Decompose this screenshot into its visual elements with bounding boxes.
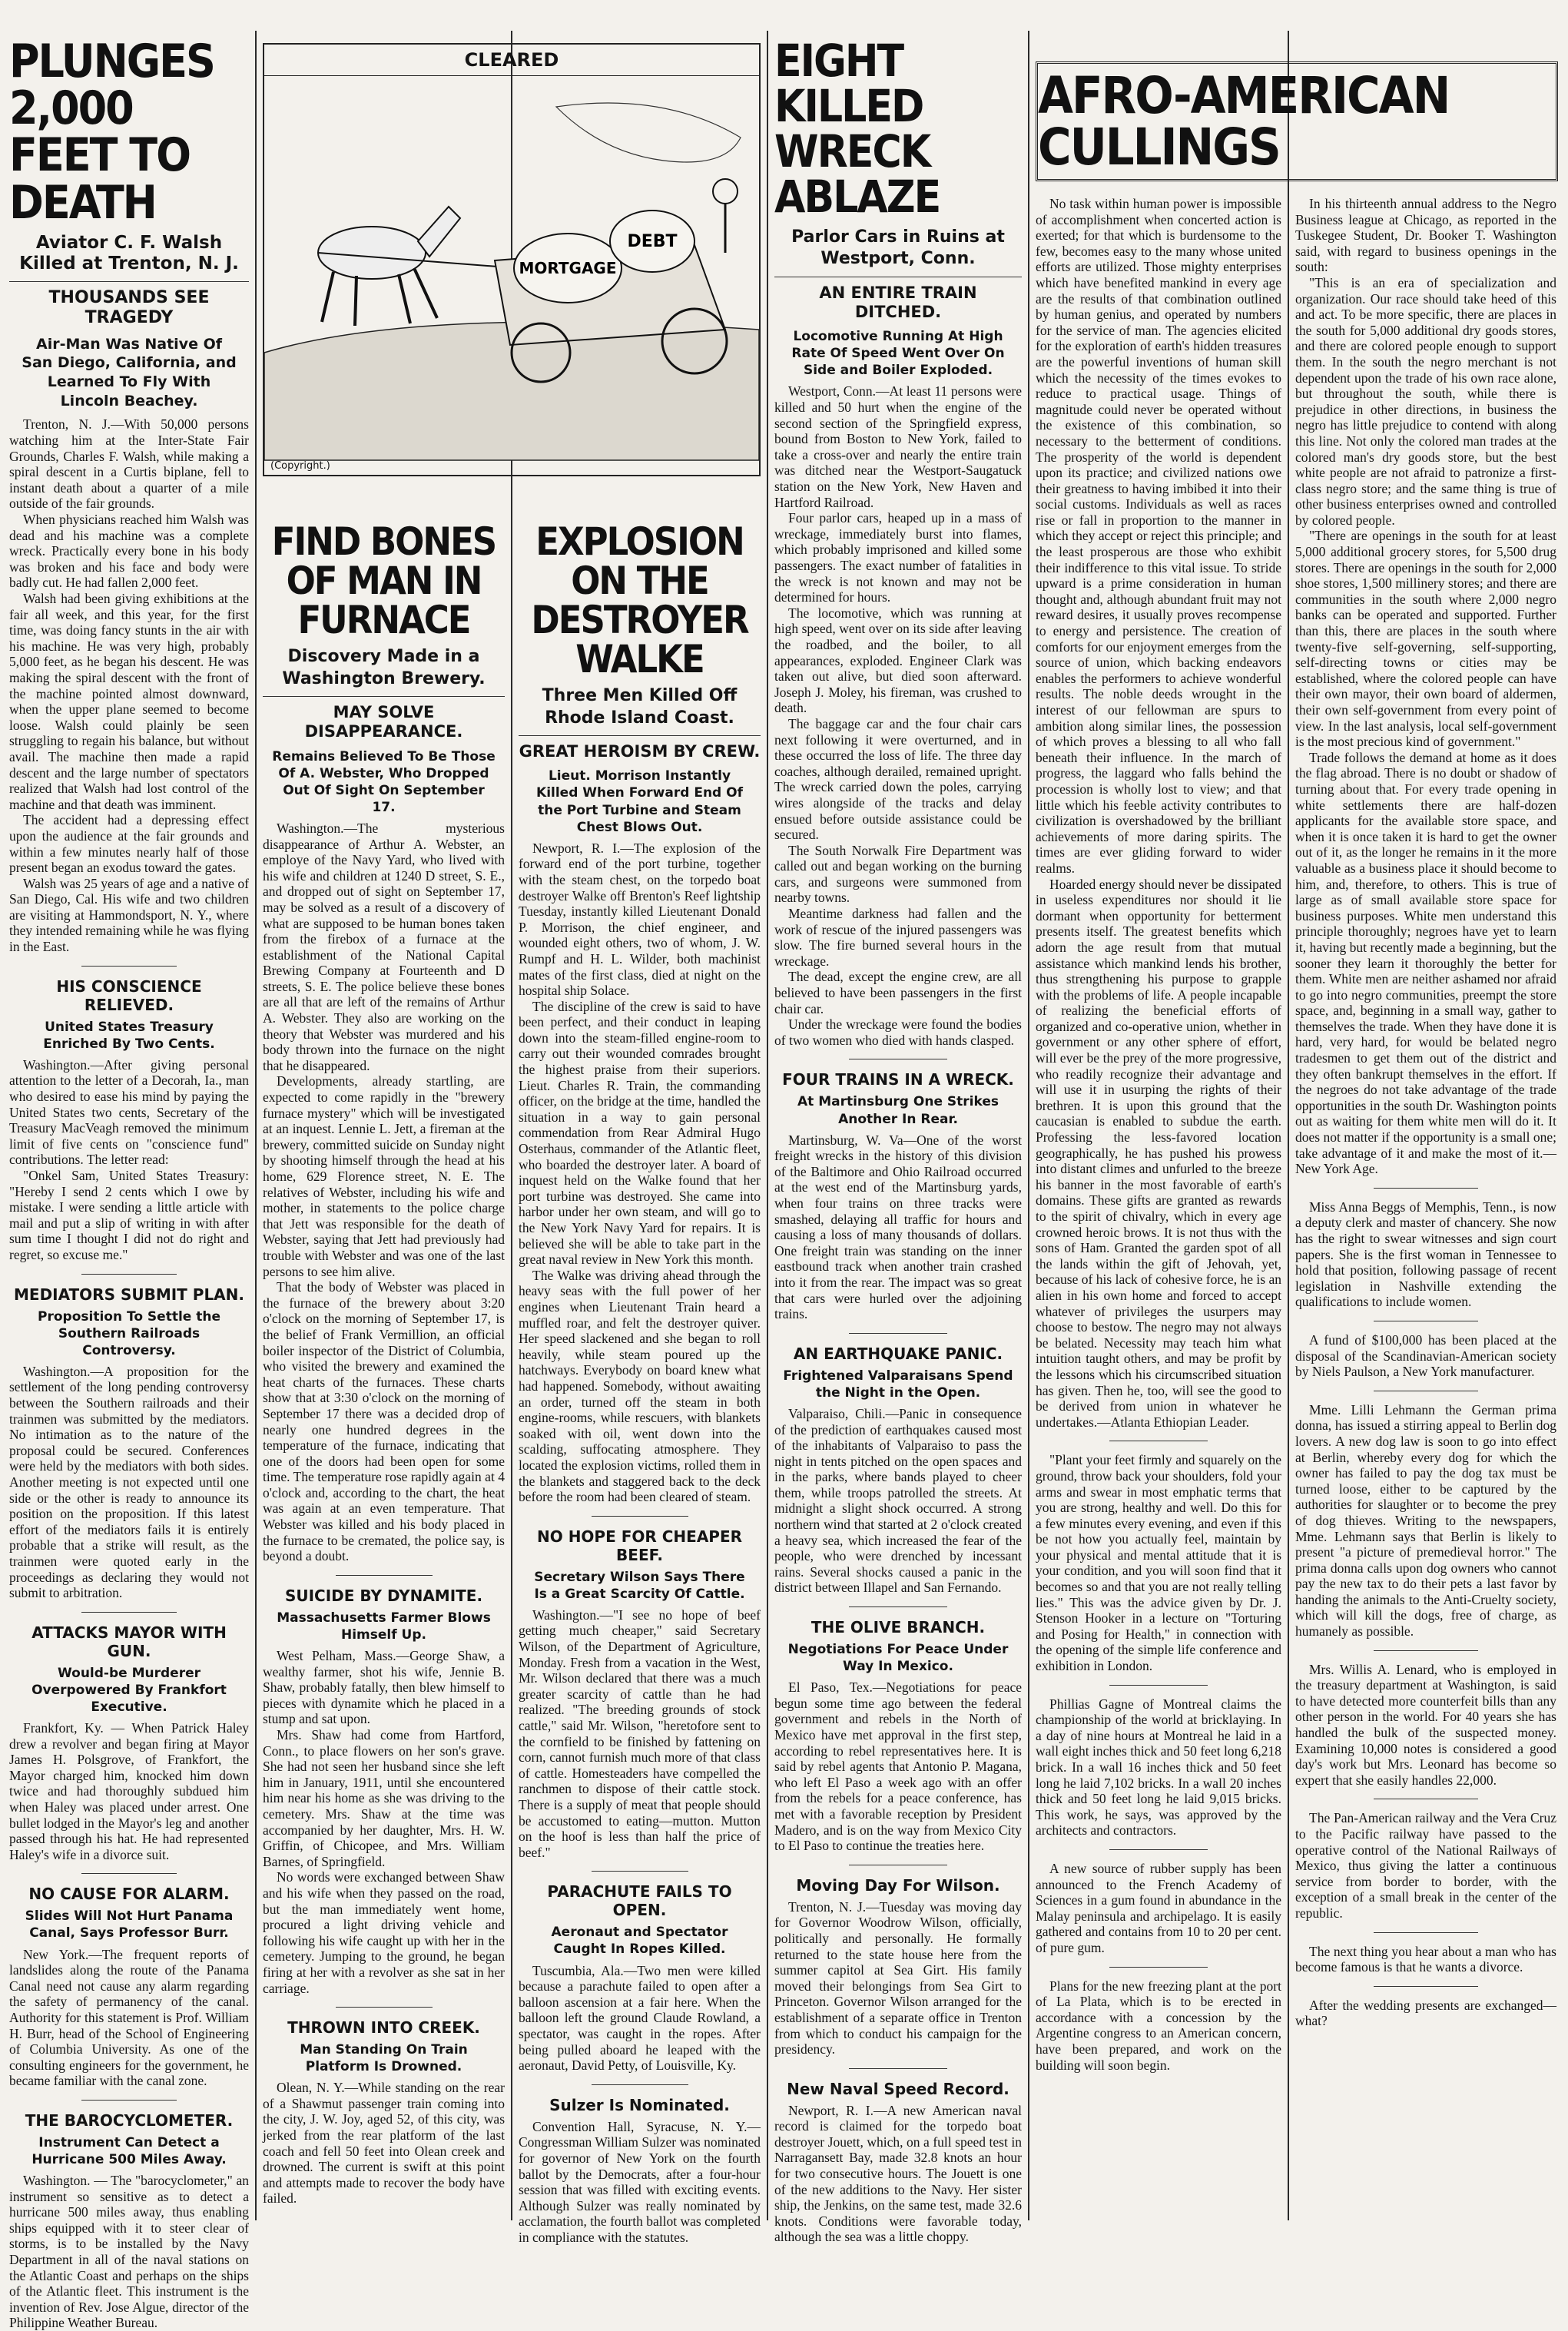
- story-paragraph: After the wedding presents are exchanged—what?: [1295, 1997, 1556, 2029]
- story-headline: THROWN INTO CREEK.: [287, 2018, 480, 2038]
- divider: [81, 1873, 177, 1874]
- column-4: [774, 35, 1022, 2245]
- story-headline: ATTACKS MAYOR WITH GUN.: [31, 1623, 227, 1660]
- story-paragraph: The baggage car and the four chair cars next following it were overturned, and in these occurred the loss of life. The three day coaches, although derailed, remained upright. The wreck carried down the poles, carrying wires alongside of the tracks and delay ensued before outside assistance could be secured.: [774, 715, 1022, 843]
- story-headline: MEDIATORS SUBMIT PLAN.: [14, 1285, 244, 1304]
- story-headline: New Naval Speed Record.: [787, 2079, 1009, 2098]
- story-paragraph: Plans for the new freezing plant at the port of La Plata, which is to be erected in accordance with a concession by the Argentine congress to an American concern, have been prepared, and work on the building will soon begin.: [1036, 1978, 1281, 2073]
- divider: [849, 1606, 948, 1607]
- story-deck: United States Treasury Enriched By Two Cents.: [43, 1019, 215, 1052]
- story-deck: Lieut. Morrison Instantly Killed When Forward End Of the Port Turbine and Steam Chest Blows Out.: [536, 768, 743, 835]
- horse-leg: [355, 276, 356, 326]
- divider: [336, 1575, 433, 1576]
- story-paragraph: Walsh was 25 years of age and a native of San Diego, Cal. His wife and two children are visiting at Hammondsport, N. Y., where they intended remaining while he was flying in the East.: [9, 875, 250, 955]
- headline-cullings: AFRO-AMERICAN CULLINGS: [1038, 65, 1450, 177]
- story-headline: Moving Day For Wilson.: [796, 1875, 1000, 1895]
- headline-explosion: EXPLOSION ON THE DESTROYER WALKE: [531, 519, 748, 681]
- story-paragraph: The South Norwalk Fire Department was called out and began working on the burning cars, and surgeons were summoned from nearby towns.: [774, 842, 1022, 906]
- story-paragraph: Trade follows the demand at home as it does the flag abroad. There is no doubt or shadow of turning about that. For every trade opening in white settlements there are half-dozen applicants for the available store space, and when it is once taken it is hard to get the owner out of it, as the longer he remains in it the more valuable as a business place it should become to him, and, therefore, to others. This is true of large as of small available store space for business purposes. White men understand this principle thoroughly; negroes have yet to learn it, having but recently made a beginning, but the sooner they learn it thoroughly the better for them. White men are neither ashamed nor afraid to go into negro communities, preempt the store space, and, beginning in a small way, gather to themselves the trade. When they have done it is hard, very hard, for would be belated negro tradesmen to get them out of the district and they often bankrupt themselves in the effort. If the negroes do not take advantage of the trade opportunities in the south Dr. Washington points out as waiting for them white men will do it. It does not matter if the opportunity is a small one; take advantage of it and make the most of it.—New York Age.: [1295, 749, 1556, 1177]
- column-1: [9, 35, 250, 2331]
- story-paragraph: The accident had a depressing effect upon the audience at the fair grounds and within a few minutes nearly half of those present began an exodus toward the gates.: [9, 812, 249, 876]
- subhead: Aviator C. F. Walsh Killed at Trenton, N. J.: [19, 232, 239, 274]
- story-deck: Slides Will Not Hurt Panama Canal, Says Professor Burr.: [25, 1908, 234, 1941]
- divider: [849, 1333, 948, 1334]
- story-deck: Would-be Murderer Overpowered By Frankfort Executive.: [31, 1665, 227, 1715]
- divider: [81, 966, 177, 967]
- deck: Air-Man Was Native Of San Diego, California, and Learned To Fly With Lincoln Beachey.: [22, 335, 237, 410]
- cloud: [556, 103, 741, 162]
- farmer-head: [713, 179, 738, 204]
- divider: [336, 2007, 433, 2008]
- story-paragraph: Newport, R. I.—The explosion of the forward end of the port turbine, together with the steam chest, on the torpedo boat destroyer Walke off Brenton's Reef lightship Tuesday, instantly killed Lieutenant Donald P. Morrison, the chief engineer, and wounded eight others, two of whom, J. W. Rumpf and H. L. Wilder, both machinist mates of the first class, died at night on the hospital ship Solace.: [519, 840, 761, 999]
- story-deck: Negotiations For Peace Under Way In Mexico.: [787, 1642, 1009, 1675]
- horse-leg: [399, 274, 410, 323]
- deck: Three Men Killed Off Rhode Island Coast.: [542, 686, 738, 728]
- divider: [1109, 1967, 1208, 1968]
- divider: [1374, 1986, 1478, 1987]
- story-paragraph: Washington. — The "barocyclometer," an instrument so sensitive as to detect a hurricane 500 miles away, thus enabling ships equipped with it to steer clear of storms, is to be installed by the Navy Department in all of the naval stations on the Atlantic Coast and perhaps on the ships of the Atlantic fleet. This instrument is the invention of Rev. Jose Algue, director of the Philippine Weather Bureau.: [9, 2173, 249, 2331]
- story-paragraph: Convention Hall, Syracuse, N. Y.—Congressman William Sulzer was nominated for governor of New York on the fourth ballot by the Democrats, after a four-hour session that was filled with exciting events. Although Sulzer was really nominated by acclamation, the fourth ballot was completed in compliance with the statutes.: [519, 2118, 761, 2245]
- horse-leg: [322, 272, 333, 322]
- column-2: [263, 519, 505, 2213]
- column-rule: [1288, 31, 1289, 2220]
- story-deck: At Martinsburg One Strikes Another In Rear.: [797, 1094, 999, 1127]
- deck: Parlor Cars in Ruins at Westport, Conn.: [791, 227, 1005, 269]
- story-paragraph: Mrs. Shaw had come from Hartford, Conn., to place flowers on her son's grave. She had not seen her husband since she left him in January, 1911, until she encountered him near his home as she was driving to the cemetery. Mrs. Shaw at the time was accompanied by her daughter, Mrs. H. W. Griffin, of Chicopee, and Mrs. William Barnes, of Springfield.: [263, 1727, 505, 1869]
- subhead: THOUSANDS SEE TRAGEDY: [9, 281, 249, 329]
- story-paragraph: "There are openings in the south for at least 5,000 additional grocery stores, for 5,500 drug stores. There are openings in the south for 2,000 shoe stores, 1,500 millinery stores; and there are communities in the south where 2,000 negro banks can be operated and supported. Further than this, there are places in the south where twenty-five self-governing, self-supporting, self-directing towns or cities may be established, where the colored people can have their own mayor, their own board of aldermen, their own self-government from every point of view. In the last analysis, local self-government is the most precious kind of government.": [1295, 528, 1556, 750]
- headline-plunges: PLUNGES 2,000 FEET TO DEATH: [9, 35, 214, 230]
- story-paragraph: Trenton, N. J.—Tuesday was moving day for Governor Woodrow Wilson, officially, politically and personally. He formally returned to the state house here from the summer capitol at Sea Girt. His family moved their belongings from Sea Girt to Princeton. Governor Wilson arranged for the establishment of a separate office in Trenton from which to conduct his campaign for the presidency.: [774, 1898, 1022, 2057]
- divider: [81, 1612, 177, 1613]
- story-paragraph: Martinsburg, W. Va—One of the worst freight wrecks in the history of this division of the Baltimore and Ohio Railroad occurred at the west end of the Martinsburg yards, when four trains on three tracks were smashed, delaying all traffic for hours and causing a loss of many thousands of dollars. One freight train was standing on the inner eastbound track when another train crashed into it from the rear. The impact was so great that cars were hurled over the adjoining trains.: [774, 1132, 1022, 1322]
- story-deck: Massachusetts Farmer Blows Himself Up.: [277, 1610, 491, 1643]
- story-deck: Aeronaut and Spectator Caught In Ropes Killed.: [551, 1925, 728, 1958]
- story-paragraph: Miss Anna Beggs of Memphis, Tenn., is now a deputy clerk and master of chancery. She now has the right to swear witnesses and sign court papers. She is the first woman in Tennessee to hold that position, following passage of recent legislation in Nashville extending the qualifications to include women.: [1295, 1199, 1556, 1310]
- column-rule: [1028, 31, 1029, 2220]
- story-paragraph: The next thing you hear about a man who has become famous is that he wants a divorce.: [1295, 1943, 1556, 1975]
- story-paragraph: Mme. Lilli Lehmann the German prima donna, has issued a stirring appeal to Berlin dog lovers. A new dog law is soon to go into effect at Berlin, whereby every dog for which the owner has failed to pay the dog tax must be turned loose, either to be captured by the authorities for slaughter or to become the prey of dog thieves. Writing to the newspapers, Mme. Lehmann says that Berlin is likely to present "a picture of premedieval horror." The prima donna calls upon dog owners who cannot pay the new tax to do their pets a last favor by handing the animals to the Anti-Cruelty society, which will kill the dogs, free of charge, as humanely as possible.: [1295, 1401, 1556, 1640]
- story-headline: Sulzer Is Nominated.: [549, 2095, 730, 2114]
- cartoon-illustration: [264, 76, 759, 460]
- divider: [1109, 1849, 1208, 1850]
- story-headline: THE BAROCYCLOMETER.: [25, 2110, 234, 2130]
- story-paragraph: Under the wreckage were found the bodies of two women who died with hands clasped.: [774, 1016, 1022, 1048]
- horse-neck: [418, 207, 460, 257]
- story-headline: NO HOPE FOR CHEAPER BEEF.: [536, 1527, 743, 1564]
- story-paragraph: The Pan-American railway and the Vera Cruz to the Pacific railway have passed to the operative control of the National Railways of Mexico, thus giving the latter a continuous service from border to border, with the exception of a small break in the center of the republic.: [1295, 1810, 1556, 1921]
- story-paragraph: Meantime darkness had fallen and the work of rescue of the injured passengers was slow. The fire burned several hours in the wreckage.: [774, 906, 1022, 969]
- story-paragraph: In his thirteenth annual address to the Negro Business league at Chicago, as reported in the Tuskegee Student, Dr. Booker T. Washington said, with regard to business openings in the south:: [1295, 196, 1556, 275]
- divider: [81, 1274, 177, 1275]
- headline-eight-killed: EIGHT KILLED WRECK ABLAZE: [774, 35, 940, 224]
- story-headline: PARACHUTE FAILS TO OPEN.: [547, 1882, 732, 1920]
- column-6: [1295, 196, 1556, 2213]
- horse-body: [318, 227, 426, 279]
- mortgage-bag-label: MORTGAGE: [519, 259, 617, 277]
- story-headline: SUICIDE BY DYNAMITE.: [284, 1586, 483, 1605]
- debt-bag-label: DEBT: [627, 232, 678, 251]
- cartoon-box: [263, 38, 761, 515]
- story-paragraph: "This is an era of specialization and organization. Our race should take heed of this and act. To be more specific, there are places in the south for 5,000 additional dry goods stores, and there are colored people enough to support them. In the south the negro merchant is not dependent upon the trade of his own race alone, but throughout the south, while there is prejudice in other directions, in business the negro has little prejudice to contend with along this line. Not only the colored man trades at the colored man's dry goods store, but the best white people are not afraid to patronize a first-class negro store; and the same thing is true of other business enterprises owned and controlled by colored people.: [1295, 274, 1556, 528]
- divider: [81, 2100, 177, 2101]
- column-rule: [767, 31, 768, 2220]
- story-deck: Proposition To Settle the Southern Railroads Controversy.: [38, 1308, 220, 1358]
- cullings-header: [1036, 38, 1558, 207]
- story-paragraph: West Pelham, Mass.—George Shaw, a wealthy farmer, shot his wife, Jennie B. Shaw, probably fatally, then blew himself to pieces with dynamite which he placed in a stump and sat upon.: [263, 1648, 505, 1727]
- column-5: [1036, 196, 1281, 2213]
- story-paragraph: The Walke was driving ahead through the heavy seas with the full power of her engines when Lieutenant Train heard a muffled roar, and felt the destroyer quiver. Her speed slackened and she began to roll heavily, while steam poured up the hatchways. Everybody on board knew what had happened. Somebody, without awaiting an order, turned off the steam in both engine-rooms, while rescuers, with blankets soaked with oil, went down into the scalding, suffocating atmosphere. They located the explosion victims, rolled them in the blankets and staggered back to the deck before the room had been cleared of steam.: [519, 1267, 761, 1505]
- story-paragraph: A new source of rubber supply has been announced to the French Academy of Sciences in a gum found in abundance in the Malay peninsula and archipelago. It is easily gathered and contains from 10 to 20 per cent. of pure gum.: [1036, 1860, 1281, 1955]
- cartoon-title: CLEARED: [264, 45, 759, 76]
- divider: [592, 2084, 688, 2085]
- story-headline: NO CAUSE FOR ALARM.: [28, 1885, 230, 1904]
- story-deck: Secretary Wilson Says There Is a Great Scarcity Of Cattle.: [534, 1569, 745, 1602]
- story-paragraph: No task within human power is impossible of accomplishment when concerted action is exerted; for that which is burdensome to the few, becomes easy to the many whose united efforts are utilized. Those mighty enterprises which have benefited mankind in every age are the results of that combination outlined by human genius, and operated by numbers for the service of man. The agencies elicited for the exploration of earth's hidden treasures are the powerful inventions of human skill which the necessity of the times evokes to reduce to practical usage. Things of magnitude could never be operated without the existence of this combination, so necessary to the betterment of conditions. The prosperity of the world is dependent upon its practice; and civilized nations owe their greatness to having imbibed it into their social customs. Individuals as well as races rise or fall in proportion to the manner in which they accept or reject this principle; and the least prosperous are those who exhibit their indifference to this vital issue. To stride upward is a prime consideration in human thought and, although abundant fruit may not reward desires, it usually proves recompense to energy and persistence. The creation of comforts for our enjoyment emerges from the source of union, which backing endeavors enables the performers to achieve wonderful results. The noble deeds wrought in the interest of our fellowman are spurs to ambition along similar lines, the possession of which proves a blessing to all who fall beneath their influence. In the march of progress, the laggard who falls behind the procession is wholly lost to view; and that little which his feeble activity contributes to civilization is overshadowed by the brilliant achievements of more daring spirits. The times are ever gliding forward to wider realms.: [1036, 196, 1281, 876]
- story-paragraph: Olean, N. Y.—While standing on the rear of a Shawmut passenger train coming into the city, J. W. Joy, aged 52, of this city, was jerked from the rear platform of the last coach and fell 50 feet into Olean creek and drowned. The current is swift at this point and attempts made to recover the body have failed.: [263, 2080, 505, 2207]
- story-deck: Instrument Can Detect a Hurricane 500 Miles Away.: [31, 2134, 227, 2167]
- story-paragraph: The dead, except the engine crew, are all believed to have been passengers in the first chair car.: [774, 969, 1022, 1016]
- story-paragraph: Developments, already startling, are expected to come rapidly in the "brewery furnace mystery" which will be investigated at an inquest. Lennie L. Jett, a fireman at the brewery, committed suicide on Sunday night by shooting himself through the head at his home, 629 Florence street, N. E. The relatives of Webster, including his wife and mother, in statements to the police charge that Jett was responsible for the death of Webster, saying that Jett had previously had trouble with Webster and was one of the last persons to see him alive.: [263, 1073, 505, 1279]
- story-paragraph: El Paso, Tex.—Negotiations for peace begun some time ago between the federal government and rebels in the North of Mexico have met approval in the first step, according to rebel representatives here. It is said by rebel agents that Antonio P. Magana, who left El Paso a week ago with an offer from the rebels for a peace conference, has met with a favorable reception by President Madero, and is on the way from Mexico City to El Paso to continue the treaties here.: [774, 1679, 1022, 1854]
- subhead: GREAT HEROISM BY CREW.: [519, 735, 761, 761]
- story-paragraph: When physicians reached him Walsh was dead and his machine was a complete wreck. Practically every bone in his body was broken and his face and body were badly cut. He had fallen 2,000 feet.: [9, 512, 249, 591]
- story-headline: AN EARTHQUAKE PANIC.: [793, 1344, 1003, 1363]
- column-3: [519, 519, 761, 2245]
- divider: [1374, 1188, 1478, 1189]
- story-paragraph: A fund of $100,000 has been placed at the disposal of the Scandinavian-American society by Niels Paulson, a New York manufacturer.: [1295, 1331, 1556, 1380]
- copyright: (Copyright.): [270, 460, 330, 472]
- story-paragraph: Hoarded energy should never be dissipated in useless expenditures nor should it lie dormant when opportunity for betterment presents itself. The greatest benefits which adorn the age result from that mutual assistance which mankind lends his brother, thus strengthening his purpose to grapple with the problems of life. A people incapable of realizing the beneficial efforts of organized and co-operative union, whether in government or any other sphere of effort, will ever be the prey of the more progressive, who readily recognize their advantage and will use it in usurping the rights of their brethren. It is upon this ground that the caucasian is enabled to subdue the earth. Professing the less-favored location geographically, he has pushed his prowess into distant climes and unfurled to the breeze his banner in the most favorable of earth's domains. These gifts are granted as rewards to the spirit of chivalry, which in every age crowned heroic brows. It is not thus with the sons of Ham. Granted the garden spot of all the lands within the gift of Jehovah, yet, because of his lack of cohesive force, he is an alien in his own home and forced to accept whatever of privileges the usurpers may choose to bestow. The negro may not always be belated. Necessity may teach him what intuition taught others, and may be profit by the lessons which his circumscribed situation has given. Then he, too, will see the good to be derived from union in whatever he undertakes.—Atlanta Ethiopian Leader.: [1036, 876, 1281, 1430]
- column-rule: [255, 31, 257, 2220]
- story-paragraph: "Onkel Sam, United States Treasury: "Hereby I send 2 cents which I owe by mistake. I were sending a little article with mail and put a slip of writing in with after sum time I thought I did not do right and regret, so excuse me.": [9, 1168, 249, 1262]
- story-paragraph: Trenton, N. J.—With 50,000 persons watching him at the Inter-State Fair Grounds, Charles F. Walsh, while making a spiral descent in a Curtis biplane, fell to instant death about a quarter of a mile outside of the fair grounds.: [9, 416, 249, 512]
- story-paragraph: Washington.—After giving personal attention to the letter of a Decorah, Ia., man who desired to ease his mind by paying the United States two cents, Secretary of the Treasury MacVeagh removed the minimum limit of five cents on "conscience fund" contributions. The letter read:: [9, 1056, 249, 1168]
- story-paragraph: Four parlor cars, heaped up in a mass of wreckage, immediately burst into flames, which probably imprisoned and killed some passengers. The exact number of fatalities in the wreck is not known and may not be determined for hours.: [774, 510, 1022, 605]
- divider: [592, 1871, 688, 1872]
- subhead: MAY SOLVE DISAPPEARANCE.: [263, 696, 505, 741]
- story-deck: Remains Believed To Be Those Of A. Webster, Who Dropped Out Of Sight On September 17.: [272, 748, 496, 815]
- story-paragraph: Westport, Conn.—At least 11 persons were killed and 50 hurt when the engine of the second section of the Springfield express, bound from Boston to New York, failed to take a cross-over and nearly the entire train was ditched near the Westport-Saugatuck station on the New York, New Haven and Hartford Railroad.: [774, 383, 1022, 510]
- story-paragraph: The locomotive, which was running at high speed, went over on its side after leaving the roadbed, and the boiler, to all appearances, exploded. Engineer Clark was taken out alive, but died soon afterward. Joseph J. Moley, his fireman, was crushed to death.: [774, 605, 1022, 716]
- headline-bones: FIND BONES OF MAN IN FURNACE: [271, 519, 496, 642]
- story-paragraph: That the body of Webster was placed in the furnace of the brewery about 3:20 o'clock on the morning of September 17, is the belief of Frank Vermillion, an official boiler inspector of the District of Columbia, who visited the brewery and examined the heat charts of the furnaces. These charts show that at 3:30 o'clock on the morning of September 17 there was a decided drop of nearly one hundred degrees in the temperature of the furnace, indicating that one of the doors had been open for some time. The temperature rose rapidly again at 4 o'clock and, according to the chart, the heat was again at an even temperature. That Webster was killed and his body placed in the furnace to be cremated, the police say, is beyond a doubt.: [263, 1279, 505, 1564]
- horse-leg: [414, 268, 437, 318]
- story-paragraph: Tuscumbia, Ala.—Two men were killed because a parachute failed to open after a balloon ascension at a fair here. When the balloon left the ground Claude Rowland, a spectator, was caught in the ropes. After being pulled aboard he leaped with the aeronaut, David Petty, of Louisville, Ky.: [519, 1962, 761, 2074]
- story-paragraph: No words were exchanged between Shaw and his wife when they passed on the road, but the man immediately went home, procured a light driving vehicle and following his wife caught up with her in the cemetery. Jumping to the ground, he began firing at her with a revolver as she sat in her carriage.: [263, 1869, 505, 1996]
- story-paragraph: Washington.—A proposition for the settlement of the long pending controversy between the Southern railroads and their trainmen was submitted by the mediators. No intimation as to the nature of the proposal could be secured. Conferences were held by the mediators with both sides. Another meeting is not expected until one side or the other is ready to announce its position on the proposition. If this latest effort of the mediators fails it is entirely probable that a strike will result, as the trainmen were quoted early in the proceedings as declaring they would not submit to arbitration.: [9, 1363, 249, 1601]
- story-paragraph: Valparaiso, Chili.—Panic in consequence of the prediction of earthquakes caused most of the inhabitants of Valparaiso to pass the night in tents pitched on the open spaces and in the parks, where bands played to cheer them, while troops patrolled the streets. At midnight a slight shock occurred. A strong northern wind that started at 2 o'clock created a heavy sea, which increased the fear of the people, who were drenched by incessant rains. Several shocks caused a panic in the district between Illapel and San Fernando.: [774, 1405, 1022, 1596]
- story-headline: HIS CONSCIENCE RELIEVED.: [56, 976, 202, 1014]
- story-headline: THE OLIVE BRANCH.: [811, 1618, 986, 1637]
- story-paragraph: Phillias Gagne of Montreal claims the championship of the world at bricklaying. In a day of nine hours at Montreal he laid in a wall eight inches thick and 50 feet long 6,218 brick. In a wall 16 inches thick and 50 feet long he laid 7,102 bricks. In a wall 20 inches thick and 50 feet long he laid 9,015 bricks. This work, he says, was approved by the architects and contractors.: [1036, 1696, 1281, 1839]
- cartoon: [263, 43, 761, 476]
- story-paragraph: The discipline of the crew is said to have been perfect, and their conduct in leaping down into the steam-filled engine-room to carry out their wounded comrades brought the highest praise from their superiors. Lieut. Charles R. Train, the commanding officer, on the bridge at the time, handled the situation in a way to gain personal commendation from Rear Admiral Hugo Osterhaus, commander of the Atlantic fleet, who boarded the destroyer later. A board of inquest held on the Walke found that her port turbine was destroyed. She came into harbor under her own steam, and will go to the New York Navy Yard for repairs. It is believed she will be able to take part in the great naval review in New York this month.: [519, 998, 761, 1268]
- story-headline: FOUR TRAINS IN A WRECK.: [782, 1070, 1014, 1089]
- divider: [1109, 1685, 1208, 1686]
- divider: [1374, 1932, 1478, 1933]
- story-deck: Man Standing On Train Platform Is Drowned.: [300, 2042, 468, 2075]
- story-paragraph: "Plant your feet firmly and squarely on the ground, throw back your shoulders, fold your arms and swear in most emphatic terms that you are strong, healthy and well. Do this for a few minutes every evening, and even if this be not how you actually feel, maintain by your physical and mental attitude that it is your condition, and you will soon find that it becomes so and that you are not really telling lies." This was the advice given by Dr. J. Stenson Hooker in a lecture on "Torturing and Posing for Health," in connection with the opening of the simple life conference and exhibition in London.: [1036, 1452, 1281, 1674]
- story-paragraph: Newport, R. I.—A new American naval record is claimed for the torpedo boat destroyer Jouett, which, on a full speed test in Narragansett Bay, made 32.8 knots an hour for two consecutive hours. The Jouett is one of the new additions to the Navy. Her sister ship, the Jenkins, on the same test, made 32.6 knots. Conditions were favorable today, although the sea was a little choppy.: [774, 2102, 1022, 2245]
- story-paragraph: Washington.—"I see no hope of beef getting much cheaper," said Secretary Wilson, of the Department of Agriculture, Monday. Fresh from a vacation in the West, Mr. Wilson declared that there was a much greater scarcity of cattle than he had realized. "The breeding grounds of stock cattle," said Mr. Wilson, "heretofore sent to the cornfield to be finished by fattening on corn, cannot furnish much more of that class of cattle. Homesteaders have compelled the ranchmen to dispose of their cattle stock. There is a supply of meat that people should be accustomed to eating—mutton. Mutton on the hoof is less than half the price of beef.": [519, 1606, 761, 1860]
- divider: [1374, 1650, 1478, 1651]
- deck: Discovery Made in a Washington Brewery.: [282, 647, 486, 688]
- story-paragraph: New York.—The frequent reports of landslides along the route of the Panama Canal need not cause any alarm regarding the safety of permanency of the canal. Authority for this statement is Prof. William H. Burr, head of the School of Engineering of Columbia University. As one of the consulting engineers for the government, he became familiar with the canal zone.: [9, 1946, 249, 2089]
- story-paragraph: Mrs. Willis A. Lenard, who is employed in the treasury department at Washington, is said to have detected more counterfeit bills than any other person in the world. For 40 years she has handled the bulk of the suspected money. Examining 10,000 notes is considered a good day's work but Mrs. Leonard has become so expert that she easily handles 22,000.: [1295, 1661, 1556, 1788]
- divider: [849, 2068, 948, 2069]
- divider: [592, 1516, 688, 1517]
- subhead: AN ENTIRE TRAIN DITCHED.: [774, 277, 1022, 322]
- story-deck: Frightened Valparaisans Spend the Night in the Open.: [783, 1368, 1013, 1401]
- story-deck: Locomotive Running At High Rate Of Speed Went Over On Side and Boiler Exploded.: [791, 329, 1005, 379]
- story-paragraph: Walsh had been giving exhibitions at the fair all week, and this year, for the first time, was doing fancy stunts in the air with his machine. He was very high, probably 5,000 feet, as he began his descent. He was making the spiral descent with the front of the machine pointed almost downward, when the upper plane seemed to become loose. Walsh could plainly be seen struggling to regain his balance, but without avail. The machine then made a rapid descent and the large number of spectators realized that Walsh had lost control of the machine and that death was imminent.: [9, 591, 249, 812]
- story-paragraph: Frankfort, Ky. — When Patrick Haley drew a revolver and began firing at Mayor James H. Polsgrove, of Frankfort, the Mayor charged him, knocked him down twice and had thoroughly subdued him when Haley was placed under arrest. One bullet lodged in the Mayor's leg and another passed through his hat. He had represented Haley's wife in a divorce suit.: [9, 1720, 249, 1862]
- cullings-title-box: [1036, 61, 1558, 181]
- story-paragraph: Washington.—The mysterious disappearance of Arthur A. Webster, an employe of the Navy Yard, who lived with his wife and children at 1240 D street, S. E., and dropped out of sight on September 17, may be solved as a result of a discovery of what are supposed to be human bones taken from the firebox of a furnace at the establishment of the National Capital Brewing Company at Fourteenth and D streets, S. E. The police believe these bones are all that are left of the remains of Arthur A. Webster. They also are working on the theory that Webster was murdered and his body thrown into the furnace on the night that he disappeared.: [263, 820, 505, 1073]
